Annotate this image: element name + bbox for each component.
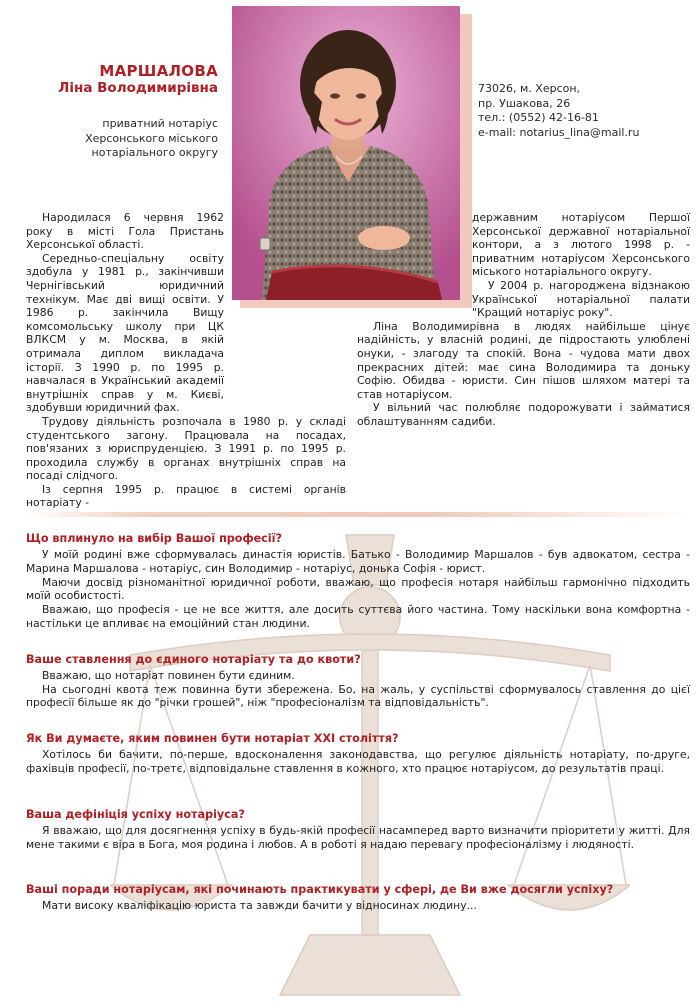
answer: У моїй родині вже сформувалась династія юристів. Батько - Володимир Маршалов - був адвокатом, сестра - Марина Маршалова - нотаріус, син Володимир - нотаріус, донька Софія - юрист. (26, 548, 690, 575)
bio-paragraph: Народилася 6 червня 1962 року в місті Гола Пристань Херсонської області. (26, 211, 224, 252)
postal-address: 73026, м. Херсон, (478, 82, 581, 95)
section-divider (26, 512, 690, 517)
question: Ваші поради нотаріусам, які починають практикувати у сфері, де Ви вже досягли успіху? (26, 883, 614, 897)
question: Що вплинуло на вибір Вашої професії? (26, 532, 282, 545)
street-address: пр. Ушакова, 26 (478, 96, 571, 110)
bio-left-wrap (26, 211, 224, 252)
bio-left-wrap (26, 252, 224, 415)
question: Як Ви думаєте, яким повинен бути нотаріат XXI століття? (26, 732, 399, 746)
answer: Вважаю, що професія - це не все життя, але досить суттєва його частина. Тому наскільки вона комфортна - настільки це впливає на емоційний стан людини. (26, 603, 690, 630)
answer: На сьогодні квота теж повинна бути збережена. Бо, на жаль, у суспільстві сформувалось ставлення до цієї професії більше як до "річки грошей", ніж "професіоналізм та відповідальність". (26, 682, 690, 710)
name-block (40, 62, 218, 161)
answer: Вважаю, що нотаріат повинен бути єдиним. (42, 668, 295, 682)
answer: Я вважаю, що для досягнення успіху в будь-якій професії насамперед варто визначити пріоритети у житті. Для мене такими є віра в Бога, моя родина і любов. А в роботі я надаю перевагу професіоналізму і людяності. (26, 823, 690, 851)
bio-paragraph: Із серпня 1995 р. працює в системі органів нотаріату - (26, 482, 346, 510)
qa-block (26, 883, 690, 913)
bio-left-column (26, 211, 346, 510)
answer: Маючи досвід різноманітної юридичної роботи, вважаю, що професія нотаря найбільш гармонічно підходить моїй особистості. (26, 575, 690, 603)
bio-right-column (357, 211, 690, 429)
answer: Мати високу кваліфікацію юриста та завжди бачити у відносинах людину... (42, 899, 477, 913)
question: Ваша дефініція успіху нотаріуса? (26, 807, 245, 821)
email-address[interactable]: e-mail: notarius_lina@mail.ru (478, 125, 640, 139)
qa-block (26, 653, 690, 710)
qa-block (26, 532, 690, 631)
given-name: Ліна Володимирівна (58, 80, 218, 96)
contact-block (478, 82, 688, 140)
bio-paragraph: державним нотаріусом Першої Херсонської державної нотаріальної контори, а з лютого 1998 р. - приватним нотаріусом Херсонського міського нотаріального округу. (472, 211, 690, 279)
question: Ваше ставлення до єдиного нотаріату та до квоти? (26, 652, 361, 666)
surname: МАРШАЛОВА (99, 62, 218, 80)
bio-paragraph: У вільний час полюбляє подорожувати і займатися облаштуванням садиби. (357, 401, 690, 428)
bio-paragraph: Середньо-спеціальну освіту здобула у 1981 р., закінчивши Чернігівський юридичний технікум. Має дві вищі освіти. У 1986 р. закінчила Вищу комсомольську школу при ЦК ВЛКСМ у м. Москва, в якій отримала диплом викладача історії. З 1990 р. по 1995 р. навчалася в Український академії внутрішніх справ у м. Києві, здобувши юридичний фах. (26, 251, 224, 415)
bio-paragraph: Трудову діяльність розпочала в 1980 р. у складі студентського загону. Працювала на посадах, пов'язаних з юриспруденцією. З 1991 р. по 1995 р. проходила службу в органах внутрішніх справ на посаді слідчого. (26, 414, 346, 483)
bio-paragraph: У 2004 р. нагороджена відзнакою Української нотаріальної палати "Кращий нотаріус року". (472, 278, 690, 320)
position-line: приватний нотаріус (102, 117, 218, 130)
bio-right-wide (357, 320, 690, 429)
position-line: Херсонського міського (85, 131, 218, 145)
qa-block (26, 732, 690, 776)
position-line: нотаріального округу (91, 146, 218, 159)
interview-section (26, 532, 690, 935)
qa-block (26, 808, 690, 852)
position-title (40, 117, 218, 161)
answer: Хотілось би бачити, по-перше, вдосконалення законодавства, що регулює діяльність нотаріату, по-друге, фахівців професії, по-третє, відповідальне ставлення в кожного, хто працює нотаріусом, до результатів праці. (26, 748, 690, 775)
bio-paragraph: Ліна Володимирівна в людях найбільше цінує надійність, у власній родині, де підростають улюблені онуки, - злагоду та спокій. Вона - чудова мати двох прекрасних дітей: має сина Володимира та доньку Софію. Обидва - юристи. Син пішов шляхом матері та став нотаріусом. (357, 319, 690, 401)
phone-number: тел.: (0552) 42-16-81 (478, 111, 599, 124)
